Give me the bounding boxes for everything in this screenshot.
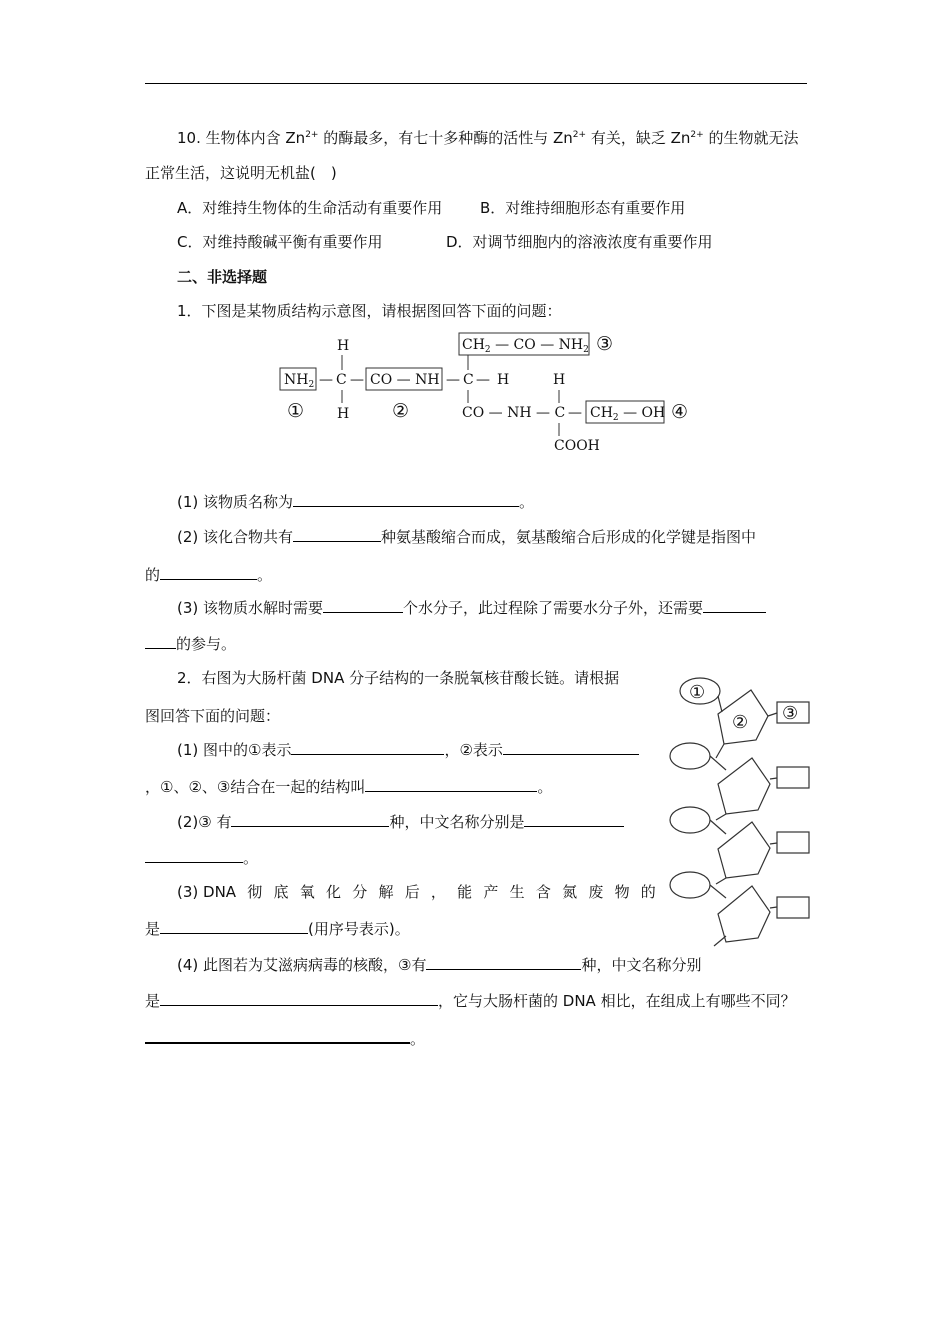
co-nh-label: CO — NH — [370, 372, 440, 388]
base-4 — [777, 897, 809, 918]
q2-part3-cont — [145, 918, 410, 939]
header-rule — [145, 83, 807, 84]
answer-blank[interactable] — [365, 776, 537, 792]
superscript: 2+ — [305, 130, 319, 140]
answer-blank[interactable] — [293, 526, 381, 542]
q1-part3-text: 的参与。 — [176, 635, 237, 653]
phosphate-2 — [670, 743, 710, 769]
q2-part2 — [177, 811, 624, 832]
c-1: C — [336, 372, 347, 388]
answer-blank[interactable] — [145, 633, 176, 649]
q1-part2-text: 的 — [145, 566, 161, 584]
answer-blank[interactable] — [145, 847, 243, 863]
ch2-co-nh2-label: $CH_2$ — CO — $NH_2$ — [462, 337, 589, 355]
sugar-2 — [718, 758, 770, 814]
q2-part3-char: 分 — [352, 883, 368, 901]
q1-part3-text: 个水分子，此过程除了需要水分子外，还需要 — [403, 599, 704, 617]
sugar-3 — [718, 822, 770, 878]
q2-part1-cont — [145, 776, 552, 797]
q2-part4-text: 是 — [145, 992, 161, 1010]
period: 。 — [519, 493, 535, 511]
dash: — — [350, 372, 364, 388]
q10-text: 有关，缺乏 Zn — [586, 129, 691, 147]
q1-part3 — [177, 597, 766, 618]
q10-text: 的酶最多，有七十多种酶的活性与 Zn — [318, 129, 573, 147]
q1-part2-cont — [145, 564, 272, 585]
q1-part1-text: (1) 该物质名称为 — [177, 493, 294, 511]
q1-part2-text: 种氨基酸缩合而成，氨基酸缩合后形成的化学键是指图中 — [381, 528, 757, 546]
q2-part3 — [177, 882, 656, 902]
answer-blank[interactable] — [160, 564, 257, 580]
answer-blank[interactable] — [231, 811, 389, 827]
q2-part4-text: ，它与大肠杆菌的 DNA 相比，在组成上有哪些不同？ — [438, 992, 796, 1010]
period: 。 — [257, 566, 273, 584]
h-bottom-1: H — [337, 406, 350, 422]
q2-part3-char: 化 — [325, 883, 341, 901]
dash: — — [446, 372, 460, 388]
q1-part2 — [177, 526, 756, 547]
section-heading: 二、非选择题 — [177, 268, 268, 286]
q2-part1-text: ，②表示 — [444, 741, 503, 759]
q2-part2-text: (2)③ 有 — [177, 813, 232, 831]
q2-part3-char: 后 — [404, 883, 420, 901]
q2-part4-text: 种，中文名称分别 — [581, 956, 702, 974]
h-top-3: H — [553, 372, 566, 388]
answer-blank[interactable] — [291, 739, 444, 755]
answer-blank[interactable] — [524, 811, 624, 827]
c-2: C — [463, 372, 474, 388]
q2-intro-cont: 图回答下面的问题： — [145, 707, 281, 725]
q2-part3-char: 产 — [483, 883, 499, 901]
q10-text: 10. 生物体内含 Zn — [177, 129, 306, 147]
circle-num-1: ① — [287, 400, 305, 422]
q2-part3-char: 废 — [588, 883, 604, 901]
dash: — — [568, 405, 582, 421]
q2-part3-text: (3) DNA — [177, 883, 237, 901]
q2-part3-text: (用序号表示)。 — [308, 920, 410, 938]
q2-part2-cont — [145, 847, 258, 868]
h-side-2: H — [497, 372, 510, 388]
co-nh-c-label: CO — NH — C — [462, 405, 566, 421]
q10-option-a: A．对维持生物体的生命活动有重要作用 — [177, 199, 443, 217]
q2-part4-answer-line — [145, 1027, 425, 1049]
q2-part3-char: 能 — [457, 883, 473, 901]
h-top-1: H — [337, 338, 350, 354]
q1-part3-cont — [145, 633, 236, 654]
phosphate-3 — [670, 807, 710, 833]
q2-part3-char: ， — [430, 883, 446, 901]
base-2 — [777, 767, 809, 788]
q2-part3-char: 的 — [640, 883, 656, 901]
sugar-4 — [718, 886, 770, 942]
q10-text: 的生物就无法 — [703, 129, 799, 147]
answer-blank[interactable] — [145, 1027, 410, 1044]
q1-part2-text: (2) 该化合物共有 — [177, 528, 294, 546]
superscript: 2+ — [690, 130, 704, 140]
dash: — — [319, 372, 333, 388]
q2-part3-char: 彻 — [247, 883, 263, 901]
q2-part2-text: 种，中文名称分别是 — [389, 813, 525, 831]
q2-part3-char: 底 — [273, 883, 289, 901]
answer-blank[interactable] — [426, 954, 581, 970]
period: 。 — [410, 1030, 426, 1048]
base-3 — [777, 832, 809, 853]
q2-part3-char: 物 — [614, 883, 630, 901]
q10-option-d: D．对调节细胞内的溶液浓度有重要作用 — [446, 233, 713, 251]
superscript: 2+ — [572, 130, 587, 140]
label-3: ③ — [782, 703, 799, 724]
q2-part1-text: (1) 图中的①表示 — [177, 741, 292, 759]
circle-num-2: ② — [392, 400, 410, 422]
q1-intro: 1．下图是某物质结构示意图，请根据图回答下面的问题： — [177, 302, 562, 320]
period: 。 — [537, 778, 553, 796]
q2-part4 — [177, 954, 701, 975]
q2-part3-char: 氮 — [562, 883, 578, 901]
q2-part4-text: (4) 此图若为艾滋病病毒的核酸，③有 — [177, 956, 427, 974]
q10-line1 — [177, 128, 798, 148]
q2-part4-cont — [145, 990, 796, 1011]
q2-part3-char: 生 — [509, 883, 525, 901]
cooh-label: COOH — [554, 438, 600, 454]
answer-blank[interactable] — [160, 918, 308, 934]
ch2-oh-label: $CH_2$ — OH — [590, 405, 666, 423]
answer-blank[interactable] — [503, 739, 639, 755]
answer-blank[interactable] — [293, 491, 519, 507]
answer-blank[interactable] — [323, 597, 403, 613]
q1-part1 — [177, 491, 534, 512]
q1-part3-text: (3) 该物质水解时需要 — [177, 599, 324, 617]
label-2: ② — [732, 712, 749, 733]
circle-num-4: ④ — [671, 401, 689, 423]
label-1: ① — [689, 682, 706, 703]
peptide-structure-diagram — [270, 328, 710, 458]
q2-part3-char: 氧 — [299, 883, 315, 901]
q10-option-c: C．对维持酸碱平衡有重要作用 — [177, 233, 383, 251]
q2-part3-char: 含 — [535, 883, 551, 901]
q2-intro: 2．右图为大肠杆菌 DNA 分子结构的一条脱氧核苷酸长链。请根据 — [177, 669, 620, 687]
answer-blank[interactable] — [160, 990, 438, 1006]
q2-part3-text: 是 — [145, 920, 161, 938]
dna-chain-diagram — [666, 674, 816, 948]
period: 。 — [243, 849, 259, 867]
dash: — — [476, 372, 490, 388]
nh2-label: $NH_2$ — [284, 372, 315, 390]
q2-part1-text: ，①、②、③结合在一起的结构叫 — [145, 778, 366, 796]
q2-part3-char: 解 — [378, 883, 394, 901]
answer-blank[interactable] — [703, 597, 766, 613]
circle-num-3: ③ — [596, 333, 614, 355]
q2-part1 — [177, 739, 639, 760]
q10-option-b: B．对维持细胞形态有重要作用 — [480, 199, 686, 217]
phosphate-4 — [670, 872, 710, 898]
q10-line2: 正常生活，这说明无机盐( ) — [145, 164, 337, 182]
